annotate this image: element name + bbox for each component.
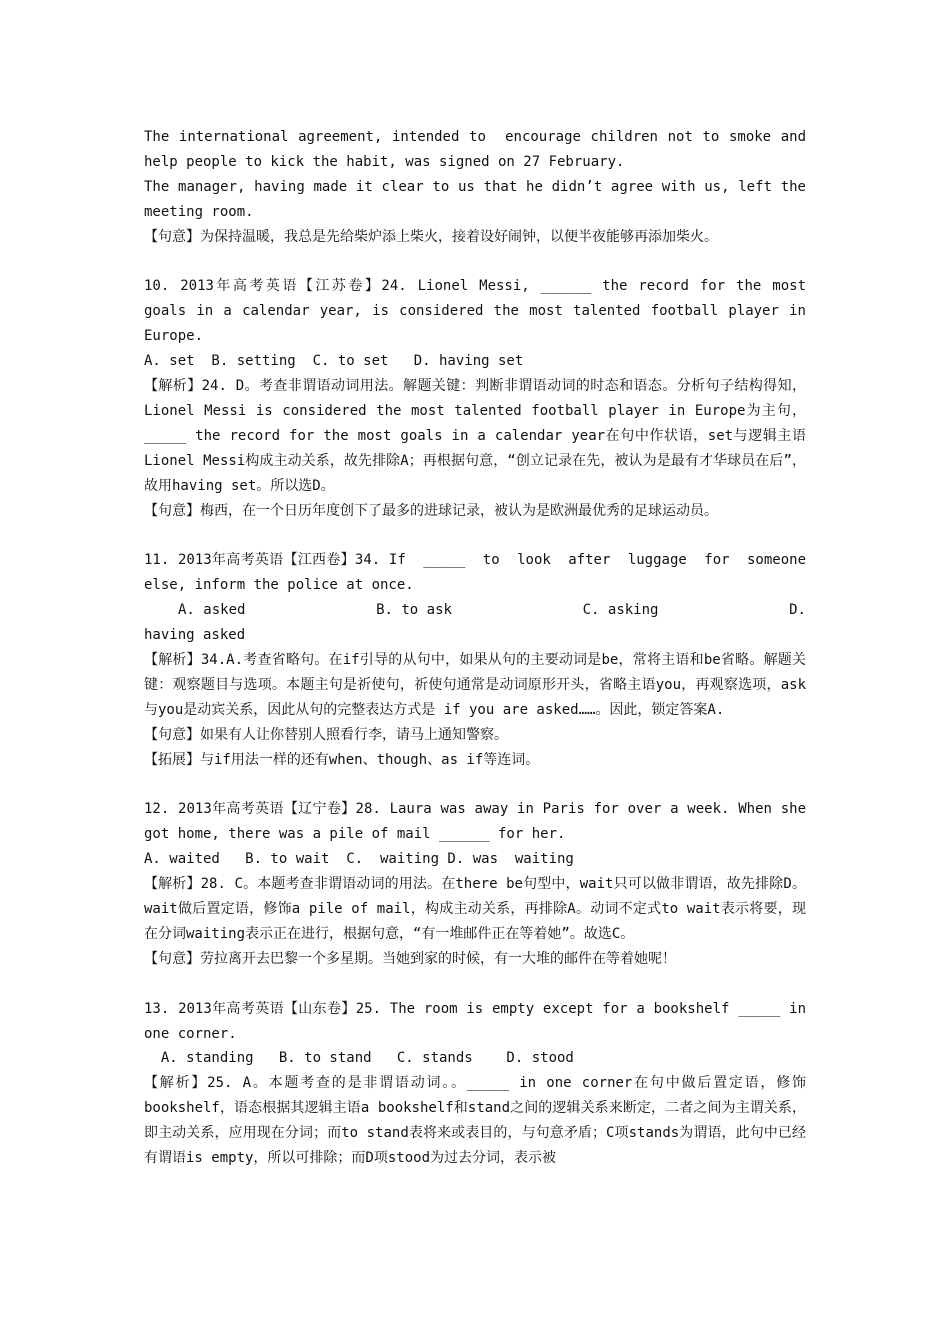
- q11-meaning: 【句意】如果有人让你替别人照看行李，请马上通知警察。: [144, 726, 508, 743]
- spacer: [144, 523, 806, 548]
- spacer: [144, 972, 806, 997]
- intro-sentence-2: The manager, having made it clear to us that he didn’t agree with us, left the meeting room.: [144, 178, 815, 220]
- q11-option-d: D.: [789, 602, 806, 619]
- document-body: [144, 125, 815, 1171]
- q13-stem: 13. 2013年高考英语【山东卷】25. The room is empty except for a bookshelf _____ in one corner.: [144, 1000, 815, 1042]
- q12-analysis: 【解析】28. C。本题考查非谓语动词的用法。在there be句型中，wait只可以做非谓语，故先排除D。wait做后置定语，修饰a pile of mail，构成主动关系，再排除A。动词不定式to wait表示将要，现在分词waiting表示正在进行，根据句意，“有一堆邮件正在等着她”。故选C。: [144, 876, 806, 942]
- q13-analysis: 【解析】25. A。本题考查的是非谓语动词。。_____ in one corner在句中做后置定语，修饰bookshelf，语态根据其逻辑主语a bookshelf和stand之间的逻辑关系来断定，二者之间为主谓关系，即主动关系，应用现在分词；而to stand表将来或表目的，与句意矛盾；C项stands为谓语，此句中已经有谓语is empty，所以可排除；而D项stood为过去分词，表示被: [144, 1075, 806, 1167]
- q13-options: A. standing B. to stand C. stands D. stood: [144, 1050, 574, 1067]
- q11-extension: 【拓展】与if用法一样的还有when、though、as if等连词。: [144, 751, 540, 768]
- q10-stem: 10. 2013年高考英语【江苏卷】24. Lionel Messi, ______ the record for the most goals in a calendar year, is considered the most talented football player in Europe.: [144, 278, 815, 345]
- q11-option-d-text: having asked: [144, 627, 246, 644]
- q11-option-b: B. to ask: [376, 602, 452, 619]
- q11-analysis: 【解析】34.A.考查省略句。在if引导的从句中，如果从句的主要动词是be，常将主语和be省略。解题关键：观察题目与选项。本题主句是祈使句，祈使句通常是动词原形开头，省略主语you，再观察选项，ask与you是动宾关系，因此从句的完整表达方式是 if you are asked……。因此，锁定答案A.: [144, 652, 806, 718]
- q10-meaning: 【句意】梅西，在一个日历年度创下了最多的进球记录，被认为是欧洲最优秀的足球运动员。: [144, 502, 718, 519]
- spacer: [144, 250, 806, 275]
- q12-stem: 12. 2013年高考英语【辽宁卷】28. Laura was away in Paris for over a week. When she got home, there was a pile of mail ______ for her.: [144, 801, 815, 843]
- q12-options: A. waited B. to wait C. waiting D. was waiting: [144, 851, 574, 868]
- intro-sentence-1: The international agreement, intended to encourage children not to smoke and help people to kick the habit, was signed on 27 February.: [144, 129, 815, 170]
- q10-options: A. set B. setting C. to set D. having set: [144, 353, 524, 370]
- spacer: [144, 773, 806, 798]
- intro-meaning: 【句意】为保持温暖，我总是先给柴炉添上柴火，接着设好闹钟，以便半夜能够再添加柴火。: [144, 228, 718, 245]
- q12-meaning: 【句意】劳拉离开去巴黎一个多星期。当她到家的时候，有一大堆的邮件在等着她呢！: [144, 950, 676, 967]
- q11-options: [144, 598, 806, 623]
- q10-analysis: 【解析】24. D。考查非谓语动词用法。解题关键：判断非谓语动词的时态和语态。分析句子结构得知，Lionel Messi is considered the most talented football player in Europe为主句，_____ the record for the most goals in a calendar year在句中作状语，set与逻辑主语Lionel Messi构成主动关系，故先排除A；再根据句意，“创立记录在先，被认为是最有才华球员在后”，故用having set。所以选D。: [144, 378, 806, 494]
- q11-option-a: A. asked: [178, 602, 246, 619]
- q11-option-c: C. asking: [582, 602, 659, 619]
- q11-stem: 11. 2013年高考英语【江西卷】34. If _____ to look after luggage for someone else, inform the police at once.: [144, 552, 815, 594]
